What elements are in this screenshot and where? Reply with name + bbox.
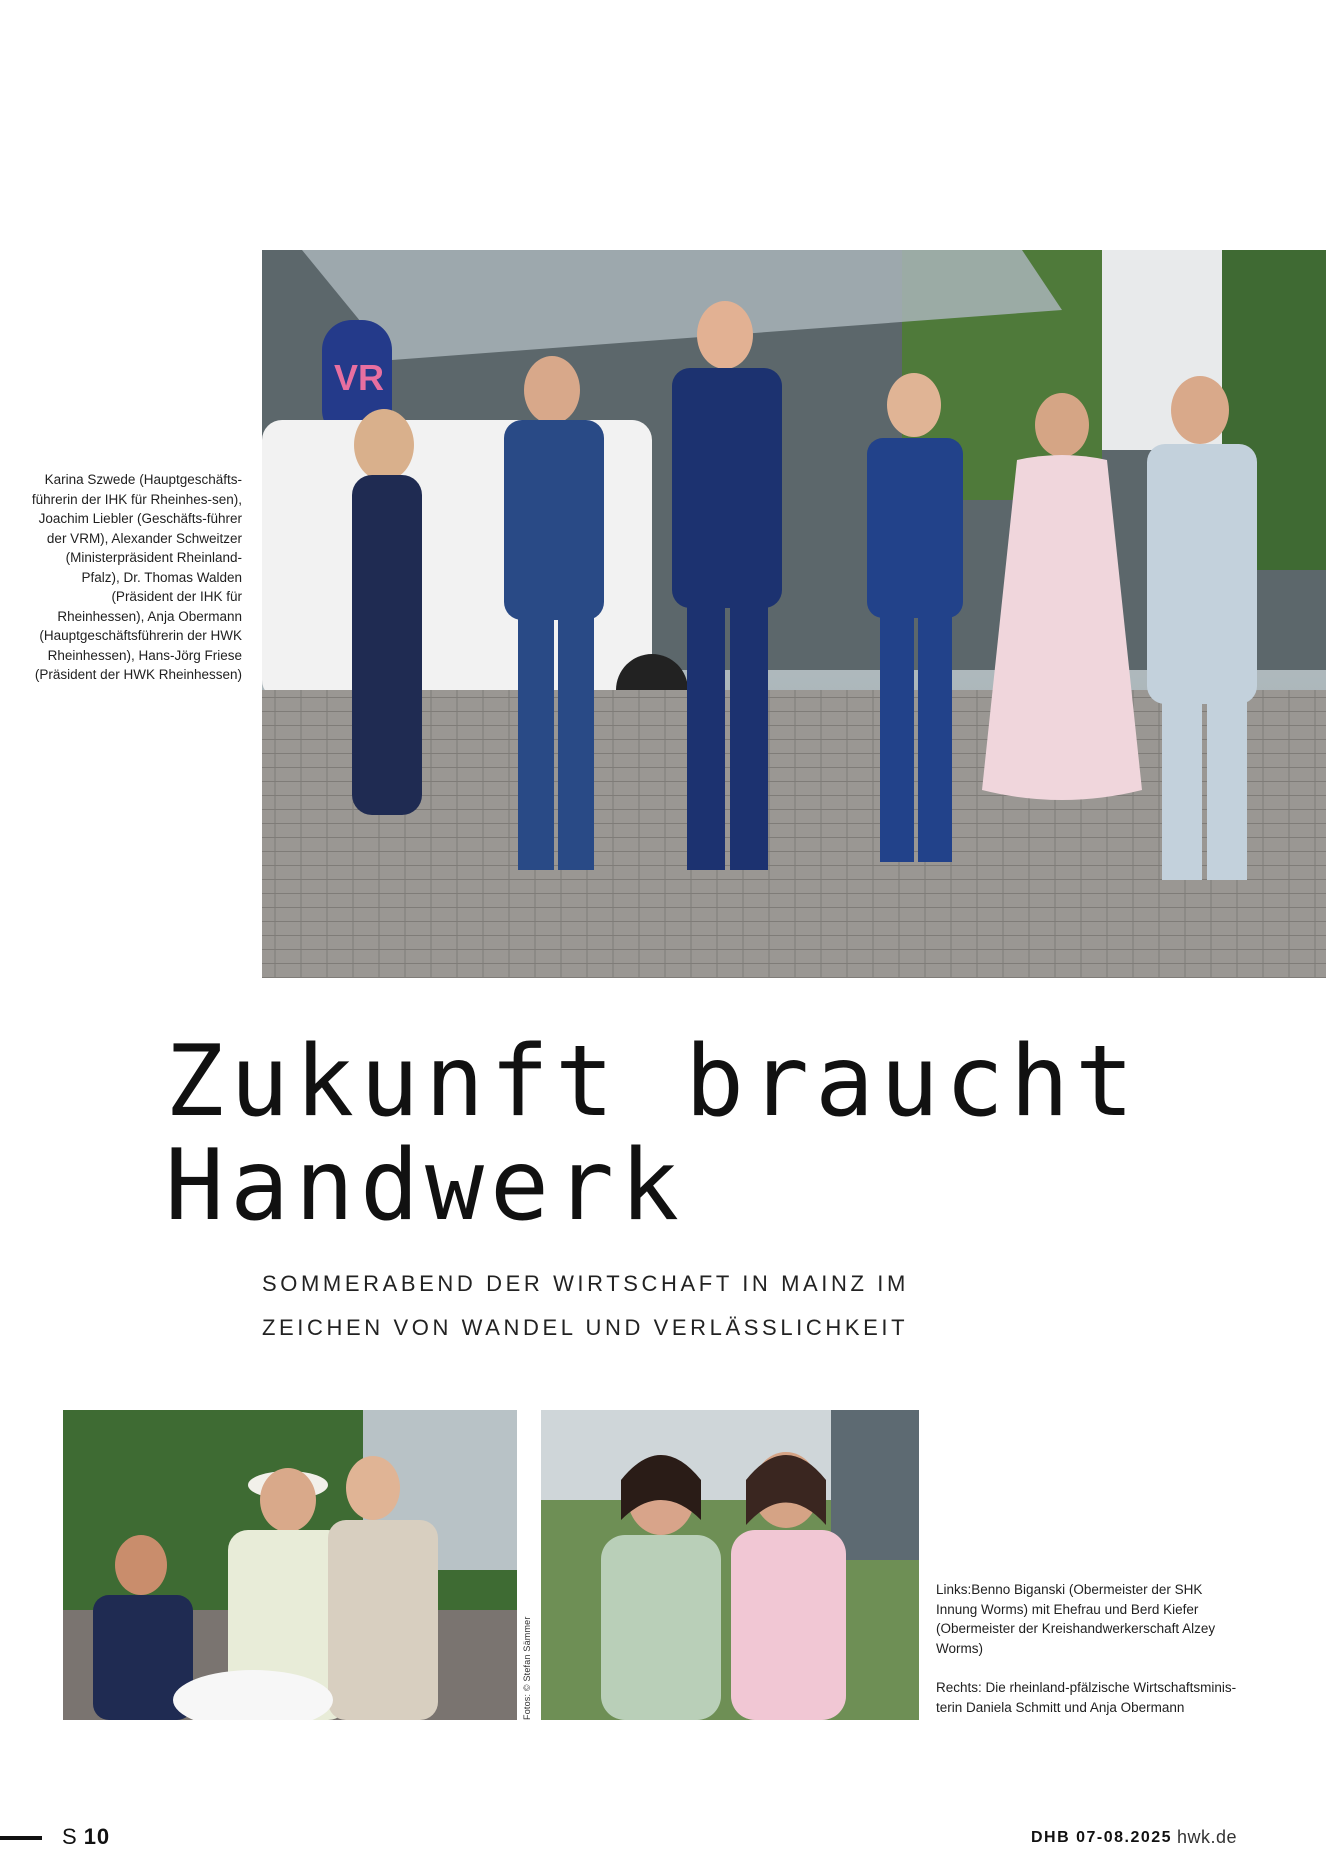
bottom-left-photo-illustration xyxy=(63,1410,517,1720)
headline-line-1: Zukunft braucht xyxy=(165,1025,1141,1139)
main-photo-illustration xyxy=(262,250,1326,978)
page-prefix: S xyxy=(62,1824,78,1849)
bottom-right-photo xyxy=(541,1410,919,1720)
issue-label: DHB 07-08.2025 xyxy=(1031,1829,1173,1846)
caption-right-photo: Rechts: Die rheinland-pfälzische Wirtschaftsminis-terin Daniela Schmitt und Anja Obermann xyxy=(936,1680,1237,1715)
bottom-right-photo-illustration xyxy=(541,1410,919,1720)
main-photo-caption: Karina Szwede (Hauptgeschäfts-führerin der IHK für Rheinhes-sen), Joachim Liebler (Geschäfts-führer der VRM), Alexander Schweitzer (Ministerpräsident Rheinland-Pfalz), Dr. Thomas Walden (Präsident der IHK für Rheinhessen), Anja Obermann (Hauptgeschäftsführerin der HWK Rheinhessen), Hans-Jörg Friese (Präsident der HWK Rheinhessen) xyxy=(31,472,242,682)
bottom-left-photo xyxy=(63,1410,517,1720)
footer-rule xyxy=(0,1836,42,1840)
bottom-photos-caption xyxy=(936,1580,1246,1737)
caption-left-photo: Links:Benno Biganski (Obermeister der SHK Innung Worms) mit Ehefrau und Berd Kiefer (Obermeister der Kreishandwerkerschaft Alzey Worms) xyxy=(936,1582,1216,1656)
svg-text:VR: VR xyxy=(334,357,385,398)
page-number xyxy=(62,1824,110,1850)
site-link[interactable]: hwk.de xyxy=(1177,1827,1238,1847)
headline xyxy=(165,1025,1141,1243)
page-number-value: 10 xyxy=(83,1824,111,1849)
photo-credit: Fotos: © Stefan Sämmer xyxy=(522,1616,532,1720)
main-photo xyxy=(262,250,1326,978)
headline-line-2: Handwerk xyxy=(165,1129,686,1243)
subline: SOMMERABEND DER WIRTSCHAFT IN MAINZ IM ZEICHEN VON WANDEL UND VERLÄSSLICHKEIT xyxy=(262,1271,909,1340)
